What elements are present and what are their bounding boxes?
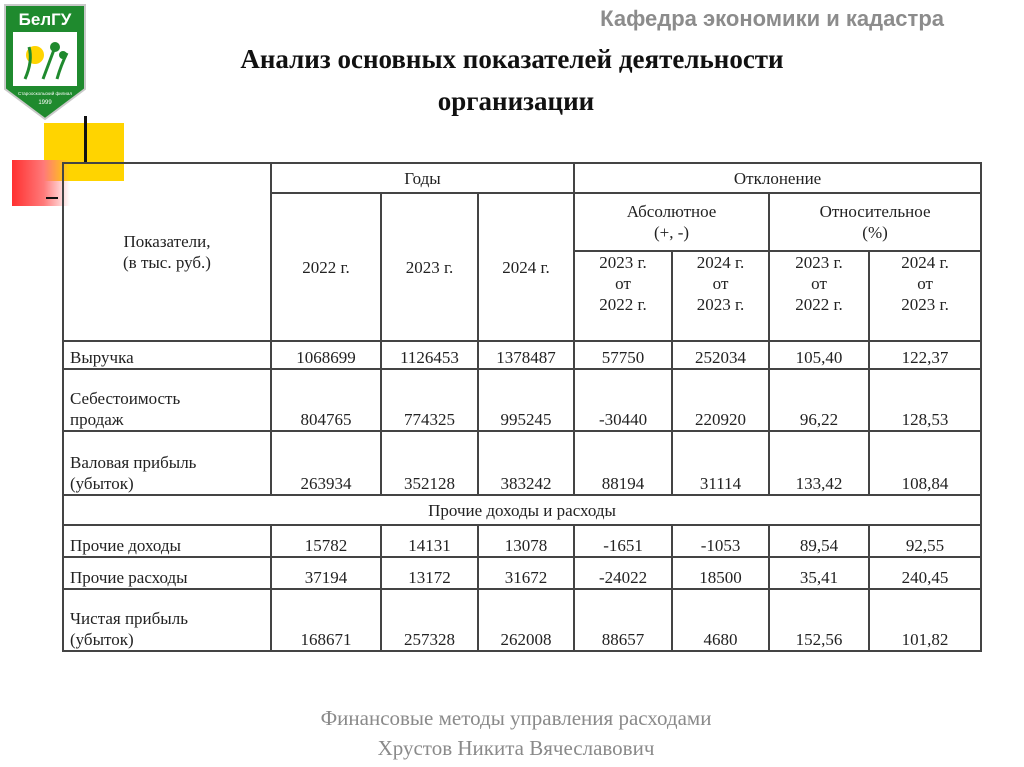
table-cell: 352128 [381,431,478,495]
comparison-line: 2023 г. [795,253,843,272]
row-label-line: Себестоимость [70,389,181,408]
table-row [63,369,981,431]
table-cell: 108,84 [869,431,981,495]
table-cell: 88657 [574,589,672,651]
table-cell: 257328 [381,589,478,651]
table-cell: 14131 [381,525,478,557]
table-cell: 35,41 [769,557,869,589]
table-cell: 804765 [271,369,381,431]
years-header: Годы [271,163,574,193]
row-label-line: Валовая прибыль [70,453,197,472]
row-label-line: (убыток) [70,630,134,649]
table-cell: 995245 [478,369,574,431]
table-cell: 252034 [672,341,769,369]
table-cell: 105,40 [769,341,869,369]
table-cell: 15782 [271,525,381,557]
indicators-table [62,162,982,652]
indicator-header [63,163,271,341]
table-row [63,525,981,557]
comparison-header [672,251,769,341]
comparison-header [769,251,869,341]
table-row [63,589,981,651]
table-cell: 31114 [672,431,769,495]
row-label [63,525,271,557]
table-cell: 4680 [672,589,769,651]
table-cell: 1378487 [478,341,574,369]
table-cell: 263934 [271,431,381,495]
table-cell: 92,55 [869,525,981,557]
row-label-line: (убыток) [70,474,134,493]
comparison-line: 2023 г. [599,253,647,272]
table-cell: -24022 [574,557,672,589]
relative-header-line1: Относительное [819,202,931,221]
footer-topic: Финансовые методы управления расходами [320,706,712,730]
table-cell: 133,42 [769,431,869,495]
row-label-line: Выручка [70,348,134,367]
table-cell: 31672 [478,557,574,589]
decorative-vertical-line [84,116,87,163]
comparison-line: 2023 г. [901,295,949,314]
absolute-header [574,193,769,251]
table-cell: 168671 [271,589,381,651]
row-label-line: продаж [70,410,124,429]
table-cell: 122,37 [869,341,981,369]
row-label-line: Прочие доходы [70,536,181,555]
year-header: 2024 г. [478,193,574,341]
table-cell: -1651 [574,525,672,557]
relative-header-line2: (%) [862,223,888,242]
section-row [63,495,981,525]
relative-header [769,193,981,251]
table-cell: 152,56 [769,589,869,651]
comparison-line: от [712,274,729,293]
decorative-dash [46,197,58,199]
comparison-line: от [811,274,827,293]
comparison-line: 2024 г. [696,253,745,272]
absolute-header-line2: (+, -) [653,223,690,242]
row-label [63,369,271,431]
table-cell: 57750 [574,341,672,369]
comparison-header [869,251,981,341]
comparison-header [574,251,672,341]
table-cell: 13172 [381,557,478,589]
table-cell: 262008 [478,589,574,651]
table-cell: -1053 [672,525,769,557]
row-label [63,589,271,651]
year-header: 2022 г. [271,193,381,341]
table-cell: 383242 [478,431,574,495]
table-cell: 37194 [271,557,381,589]
comparison-line: 2023 г. [696,295,745,314]
row-label-line: Чистая прибыль [70,609,188,628]
table-cell: 101,82 [869,589,981,651]
comparison-line: 2022 г. [795,295,843,314]
slide-title-line2: организации [437,86,595,116]
table-row [63,431,981,495]
slide-title-line1: Анализ основных показателей деятельности [240,44,784,74]
year-header: 2023 г. [381,193,478,341]
table-cell: 774325 [381,369,478,431]
indicator-header-line1: Показатели, [123,232,211,251]
comparison-line: от [615,274,631,293]
row-label [63,557,271,589]
section-label: Прочие доходы и расходы [63,495,981,525]
table-cell: 240,45 [869,557,981,589]
footer-author: Хрустов Никита Вячеславович [377,736,655,760]
table-cell: 1126453 [381,341,478,369]
table-cell: 1068699 [271,341,381,369]
table-row [63,557,981,589]
comparison-line: 2024 г. [901,253,949,272]
logo-year: 1999 [38,100,52,106]
row-label-line: Прочие расходы [70,568,188,587]
table-cell: 13078 [478,525,574,557]
table-cell: 89,54 [769,525,869,557]
table-cell: 220920 [672,369,769,431]
department-name: Кафедра экономики и кадастра [600,6,944,31]
comparison-line: от [917,274,933,293]
table-cell: 18500 [672,557,769,589]
logo-small-text: Старооскольский филиал [18,91,72,96]
comparison-line: 2022 г. [599,295,647,314]
indicator-header-line2: (в тыс. руб.) [123,253,211,272]
absolute-header-line1: Абсолютное [626,202,717,221]
row-label [63,341,271,369]
table-cell: 128,53 [869,369,981,431]
indicators-table-container [62,162,980,652]
deviation-header: Отклонение [574,163,981,193]
table-row [63,341,981,369]
logo-text: БелГУ [18,10,72,29]
table-cell: -30440 [574,369,672,431]
table-cell: 88194 [574,431,672,495]
table-cell: 96,22 [769,369,869,431]
row-label [63,431,271,495]
